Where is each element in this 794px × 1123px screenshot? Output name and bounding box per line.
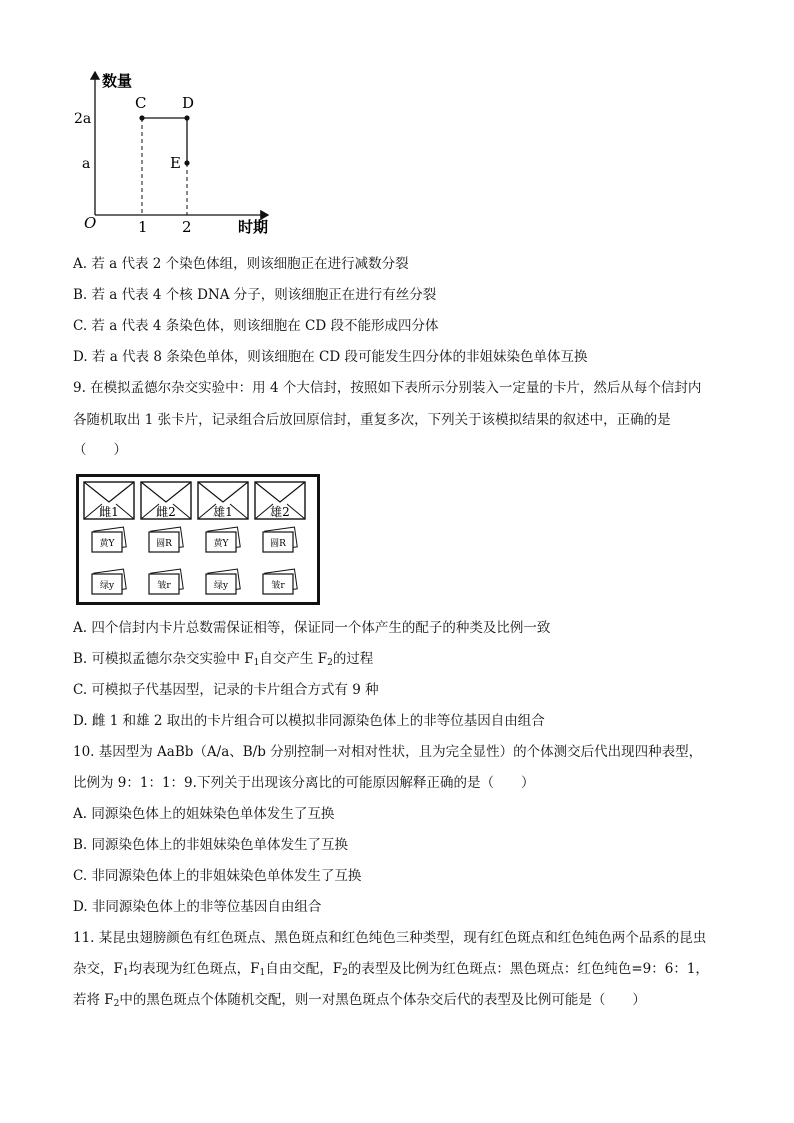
q11-l2-sub3: 2	[342, 968, 348, 978]
q11-l2-part1: 杂交，F	[73, 961, 123, 977]
q8-option-c: C. 若 a 代表 4 条染色体，则该细胞在 CD 段不能形成四分体	[73, 318, 439, 334]
q11-stem-line-3	[73, 990, 646, 1014]
q11-stem-line-2	[73, 959, 709, 983]
q9-option-b	[73, 649, 373, 673]
y-tick-2a: 2a	[74, 111, 92, 127]
q11-l2-sub1: 1	[122, 968, 129, 978]
q11-l2-part3: 自由交配，F	[265, 961, 343, 977]
label-d: D	[182, 94, 195, 112]
q8-option-b: B. 若 a 代表 4 个核 DNA 分子，则该细胞正在进行有丝分裂	[73, 287, 437, 303]
point-c	[139, 115, 144, 120]
card-label: 圆R	[156, 539, 172, 549]
card-label: 绿y	[213, 581, 229, 591]
y-tick-a: a	[82, 156, 91, 172]
q11-l3-part2: 中的黑色斑点个体随机交配，则一对黑色斑点个体杂交后代的表型及比例可能是（ ）	[119, 992, 646, 1008]
q8-option-a: A. 若 a 代表 2 个染色体组，则该细胞正在进行减数分裂	[73, 256, 409, 272]
x-axis-label: 时期	[238, 218, 269, 236]
q11-l2-part4: 的表型及比例为红色斑点：黑色斑点：红色纯色=9：6：1，	[347, 961, 709, 977]
x-tick-1: 1	[138, 218, 148, 236]
q11-l2-sub2: 1	[259, 968, 266, 978]
q10-option-c: C. 非同源染色体上的非姐妹染色单体发生了互换	[73, 868, 362, 884]
q9-option-b-part1: B. 可模拟孟德尔杂交实验中 F	[73, 651, 254, 667]
point-d	[184, 115, 189, 120]
card-label: 皱r	[157, 581, 171, 591]
x-tick-2: 2	[182, 218, 192, 236]
q9-stem-line-3: （ ）	[73, 442, 127, 458]
card-label: 绿y	[99, 581, 115, 591]
q9-option-a: A. 四个信封内卡片总数需保证相等，保证同一个体产生的配子的种类及比例一致	[73, 620, 551, 636]
card-label: 黄Y	[99, 539, 115, 549]
q9-option-b-part3: 的过程	[332, 651, 374, 667]
q8-option-d: D. 若 a 代表 8 条染色单体，则该细胞在 CD 段可能发生四分体的非姐妹染色单体互换	[73, 349, 588, 365]
envelope-label: 雄1	[213, 505, 233, 519]
envelope-figure	[76, 474, 320, 605]
q10-stem-line-1: 10. 基因型为 AaBb（A/a、B/b 分别控制一对相对性状，且为完全显性）的个体测交后代出现四种表型，	[73, 744, 703, 760]
quantity-period-graph	[70, 62, 280, 237]
q9-stem-line-2: 各随机取出 1 张卡片，记录组合后放回原信封，重复多次，下列关于该模拟结果的叙述中，正确的是	[73, 412, 671, 428]
q9-option-c: C. 可模拟子代基因型，记录的卡片组合方式有 9 种	[73, 682, 379, 698]
q10-option-d: D. 非同源染色体上的非等位基因自由组合	[73, 899, 322, 915]
q9-option-b-sub1: 1	[253, 658, 260, 668]
card-label: 圆R	[270, 539, 286, 549]
q9-option-b-sub2: 2	[327, 658, 333, 668]
q11-l3-part1: 若将 F	[73, 992, 114, 1008]
point-e	[184, 160, 189, 165]
label-e: E	[170, 154, 181, 172]
q11-l2-part2: 均表现为红色斑点，F	[128, 961, 260, 977]
q9-stem-line-1: 9. 在模拟孟德尔杂交实验中：用 4 个大信封，按照如下表所示分别装入一定量的卡片，然后从每个信封内	[73, 380, 702, 396]
label-c: C	[135, 94, 147, 112]
envelope-label: 雌1	[99, 505, 119, 519]
q9-option-d: D. 雌 1 和雄 2 取出的卡片组合可以模拟非同源染色体上的非等位基因自由组合	[73, 713, 545, 729]
q11-l3-sub1: 2	[113, 999, 120, 1009]
envelope-label: 雄2	[270, 505, 290, 519]
envelope-label: 雌2	[156, 505, 176, 519]
q10-option-a: A. 同源染色体上的姐妹染色单体发生了互换	[73, 806, 335, 822]
q9-option-b-part2: 自交产生 F	[259, 651, 328, 667]
q10-option-b: B. 同源染色体上的非姐妹染色单体发生了互换	[73, 837, 349, 853]
q11-stem-line-1: 11. 某昆虫翅膀颜色有红色斑点、黑色斑点和红色纯色三种类型，现有红色斑点和红色纯色两个品系的昆虫	[73, 930, 707, 946]
q10-stem-line-2: 比例为 9：1：1：9.下列关于出现该分离比的可能原因解释正确的是（ ）	[73, 775, 535, 791]
origin-label: O	[84, 214, 97, 232]
card-label: 皱r	[271, 581, 285, 591]
y-axis-label: 数量	[102, 72, 133, 90]
card-label: 黄Y	[213, 539, 229, 549]
